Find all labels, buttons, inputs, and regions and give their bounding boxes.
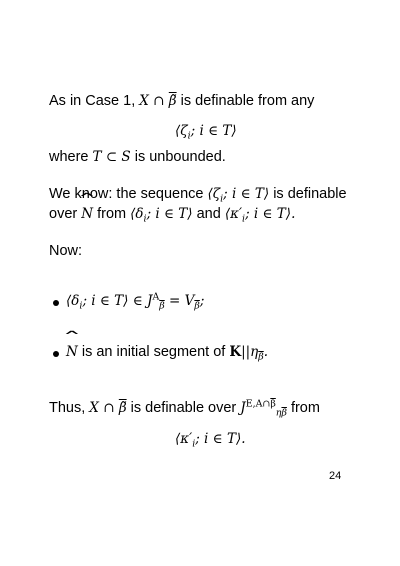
text-line-now: Now: bbox=[49, 243, 83, 259]
math-x-cap-beta: X ∩ $\overline{\beta}$ bbox=[139, 93, 177, 109]
text-line-thus: Thus, X ∩ $\overline{\beta}$ is definable over $J^{E,A\cap\overline{\beta}}_{\eta\overline{\beta}}$ from bbox=[49, 398, 320, 419]
bullet-2 bbox=[53, 351, 59, 357]
text-line-over: over ˆ N from $⟨\delta_i$; i ∈ T⟩ and $⟨\kappa'_i$; i ∈ T⟩. bbox=[49, 205, 295, 223]
text-line-case1: As in Case 1, X ∩ $\overline{\beta}$ is definable from any bbox=[49, 93, 315, 109]
math-kappa-sequence: $⟨\kappa'_i$; i ∈ T⟩. bbox=[175, 431, 246, 450]
bullet-1 bbox=[53, 300, 59, 306]
bullet-1-math: $⟨\delta_i$; i ∈ T⟩ ∈ $J^A_{\overline{\beta}} = V_{\overline{\beta}}$; bbox=[66, 291, 205, 312]
text-line-where: where T ⊂ S is unbounded. bbox=[49, 149, 226, 165]
text-line-we-know: We know: the sequence $⟨\zeta_i$; i ∈ T⟩ is definable bbox=[49, 186, 347, 205]
math-zeta-sequence: $⟨\zeta_i$; i ∈ T⟩ bbox=[175, 123, 237, 142]
bullet-2-text: ˆ N is an initial segment of $K||\eta_{\overline{\beta}}$. bbox=[66, 343, 268, 361]
page-number: 24 bbox=[329, 470, 342, 482]
